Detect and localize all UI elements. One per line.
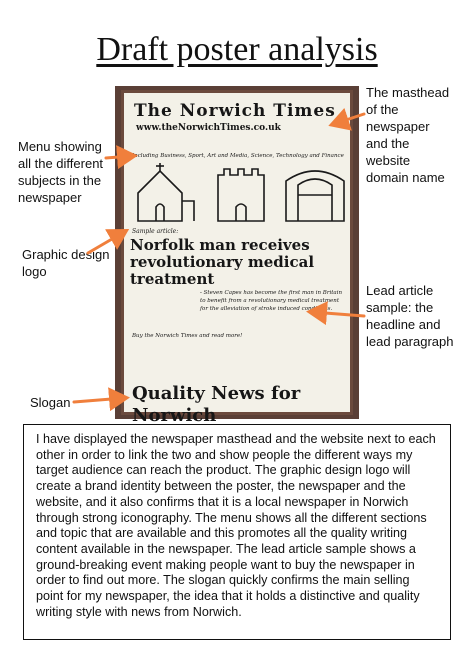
label-line: website — [366, 153, 411, 168]
label-lead — [366, 282, 453, 350]
label-line: of the — [366, 102, 399, 117]
building-logo-icon — [130, 163, 350, 225]
label-slogan — [30, 394, 70, 411]
analysis-text-box: I have displayed the newspaper masthead and the website next to each other in order to link the two and show people the different ways my target audience can reach the product. The graphic design logo will create a brand identity between the poster, the newspaper and the website, and it also confirms that it is a local newspaper in Norwich through strong iconography. The menu shows all the different sections and topic that are available and this promotes all the quality writing content available in the newspaper. The lead article sample shows a ground-breaking event making people want to buy the newspaper in order to find out more. The slogan quickly confirms the main selling point for my newspaper, the idea that it holds a distinctive and quality writing style with news from Norwich. — [23, 424, 451, 640]
label-line: The masthead — [366, 85, 450, 100]
poster-slogan: Quality News for Norwich — [132, 383, 301, 426]
label-line: all the different — [18, 156, 104, 171]
poster-menu: Including Business, Sport, Art and Media, Science, Technology and Finance — [132, 153, 344, 159]
label-line: Lead article — [366, 283, 434, 298]
poster-lead-cta: Buy the Norwich Times and read more! — [132, 333, 243, 339]
poster-sample-label: Sample article: — [132, 228, 179, 235]
label-line: newspaper — [18, 190, 82, 205]
label-line: sample: the — [366, 300, 434, 315]
poster-image — [121, 90, 353, 426]
label-line: domain name — [366, 170, 445, 185]
poster-masthead: The Norwich Times — [134, 101, 336, 121]
label-line: lead paragraph — [366, 334, 454, 349]
poster-domain: www.theNorwichTimes.co.uk — [136, 123, 281, 133]
label-menu — [18, 138, 103, 206]
label-line: logo — [22, 264, 47, 279]
label-line: Menu showing — [18, 139, 102, 154]
label-logo — [22, 246, 109, 280]
page-title: Draft poster analysis — [96, 31, 378, 68]
poster-lead-paragraph: - Steven Capes has become the first man in Britain to benefit from a revolutionary medical treatment for the alleviation of stroke induced conditions. — [200, 290, 342, 312]
label-line: Slogan — [30, 395, 71, 410]
label-line: newspaper — [366, 119, 430, 134]
poster-headline: Norfolk man receives revolutionary medical treatment — [130, 236, 315, 288]
label-line: Graphic design — [22, 247, 110, 262]
label-line: and the — [366, 136, 410, 151]
label-masthead — [366, 84, 449, 186]
label-line: subjects in the — [18, 173, 102, 188]
label-line: headline and — [366, 317, 441, 332]
